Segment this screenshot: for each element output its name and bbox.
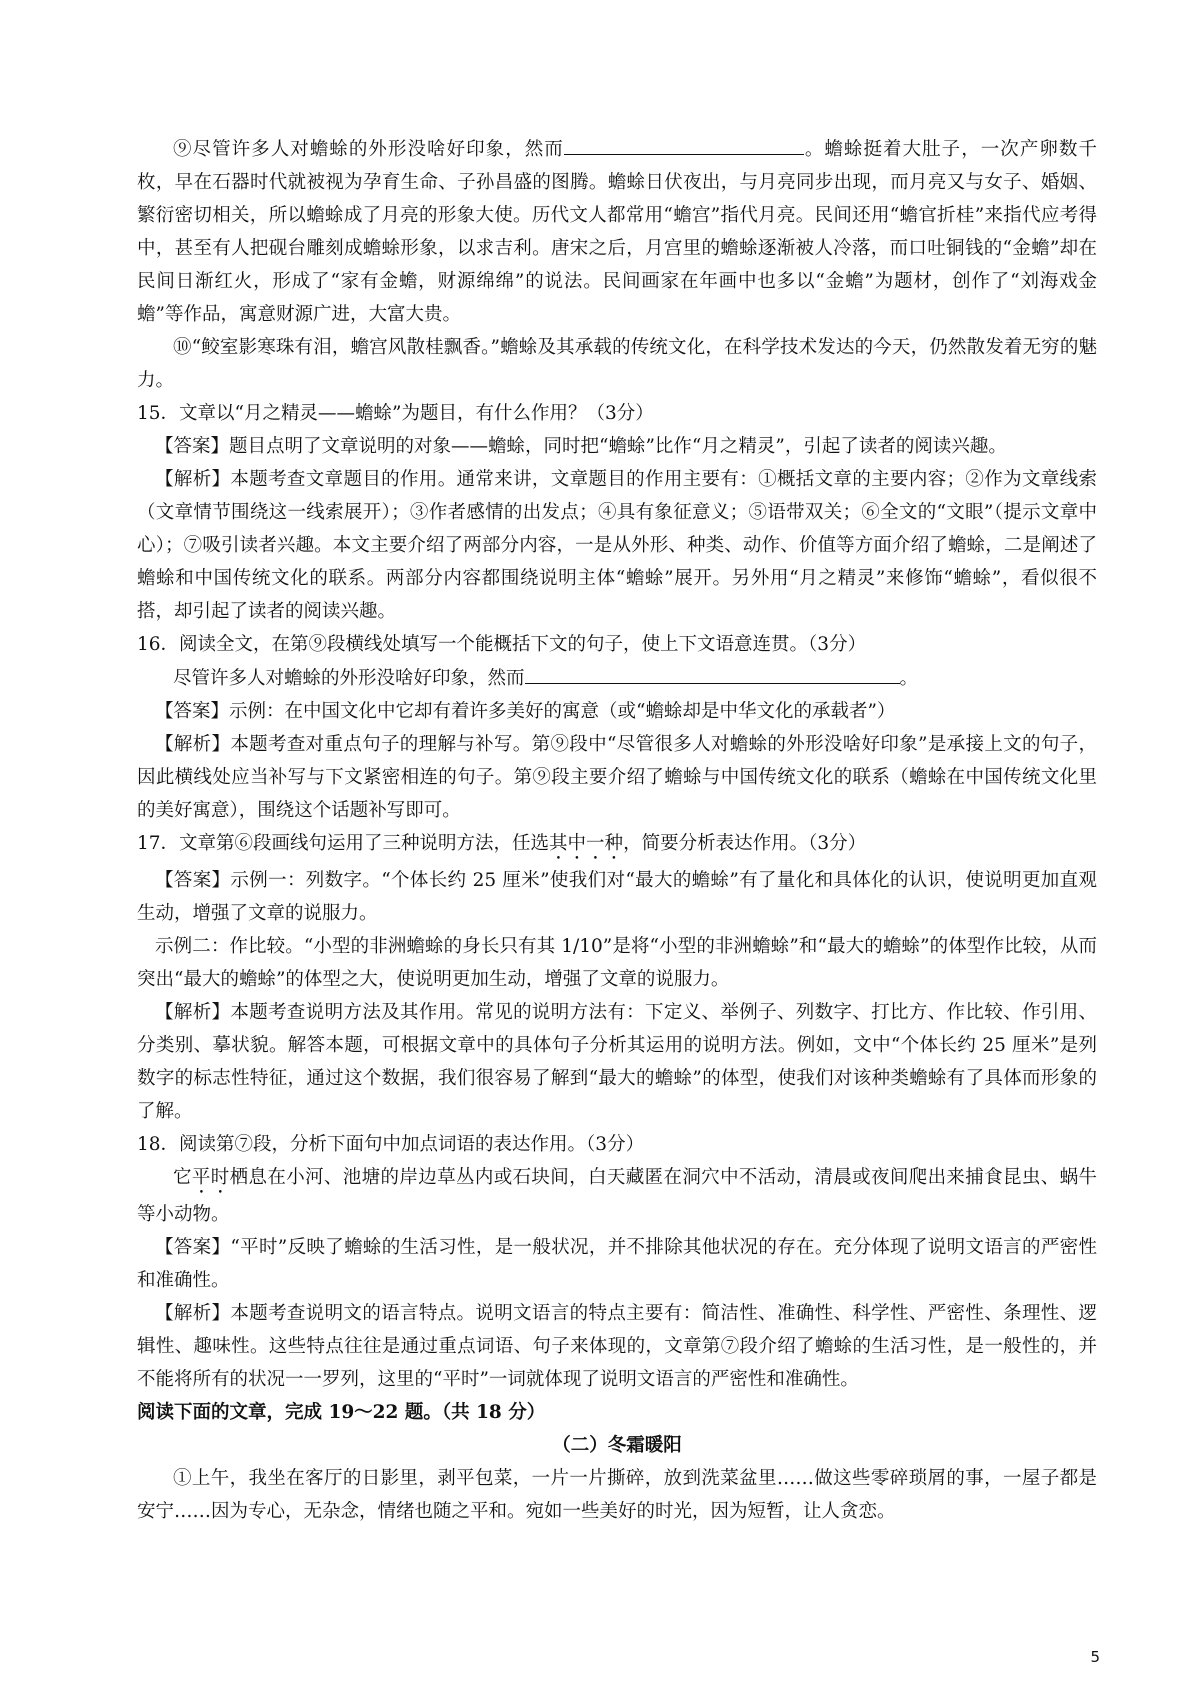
- quote-text-b: 栖息在小河、池塘的岸边草丛内或石块间，白天藏匿在洞穴中不活动，清晨或夜间爬出来捕食昆虫、蜗牛等小动物。: [137, 1167, 1097, 1225]
- answer-17-example-2: 示例二：作比较。“小型的非洲蟾蜍的身长只有其 1/10”是将“小型的非洲蟾蜍”和“最大的蟾蜍”的体型作比较，从而突出“最大的蟾蜍”的体型之大，使说明更加生动，增强了文章的说服力。: [137, 936, 1097, 990]
- analysis-17: 【解析】本题考查说明方法及其作用。常见的说明方法有：下定义、举例子、列数字、打比方、作比较、作引用、分类别、摹状貌。解答本题，可根据文章中的具体句子分析其运用的说明方法。例如，文中“个体长约 25 厘米”是列数字的标志性特征，通过这个数据，我们很容易了解到“最大的蟾蜍”的体型，使我们对该种类蟾蜍有了具体而形象的了解。: [137, 1002, 1097, 1122]
- answer-17: 【答案】示例一：列数字。“个体长约 25 厘米”使我们对“最大的蟾蜍”有了量化和具体化的认识，使说明更加直观生动，增强了文章的说服力。: [137, 870, 1097, 924]
- answer-15: 【答案】题目点明了文章说明的对象——蟾蜍，同时把“蟾蜍”比作“月之精灵”，引起了读者的阅读兴趣。: [155, 436, 1007, 457]
- question-16: 16．阅读全文，在第⑨段横线处填写一个能概括下文的句子，使上下文语意连贯。（3分）: [137, 634, 867, 655]
- emphasis-dotted-text: 平时: [191, 1167, 230, 1188]
- analysis-15: 【解析】本题考查文章题目的作用。通常来讲，文章题目的作用主要有：①概括文章的主要内容；②作为文章线索（文章情节围绕这一线索展开）；③作者感情的出发点；④具有象征意义；⑤语带双关；⑥全文的“文眼”（提示文章中心）；⑦吸引读者兴趣。本文主要介绍了两部分内容，一是从外形、种类、动作、价值等方面介绍了蟾蜍，二是阐述了蟾蜍和中国传统文化的联系。两部分内容都围绕说明主体“蟾蜍”展开。另外用“月之精灵”来修饰“蟾蜍”，看似很不搭，却引起了读者的阅读兴趣。: [137, 469, 1097, 622]
- analysis-18: 【解析】本题考查说明文的语言特点。说明文语言的特点主要有：简洁性、准确性、科学性、严密性、条理性、逻辑性、趣味性。这些特点往往是通过重点词语、句子来体现的，文章第⑦段介绍了蟾蜍的生活习性，是一般性的，并不能将所有的状况一一罗列，这里的“平时”一词就体现了说明文语言的严密性和准确性。: [137, 1303, 1097, 1390]
- paragraph-9-start: ⑨尽管许多人对蟾蜍的外形没啥好印象，然而: [173, 139, 564, 160]
- blank-sentence-end: 。: [899, 668, 919, 689]
- paragraph-9-rest: 。蟾蜍挺着大肚子，一次产卵数千枚，早在石器时代就被视为孕育生命、子孙昌盛的图腾。蟾蜍日伏夜出，与月亮同步出现，而月亮又与女子、婚姻、繁衍密切相关，所以蟾蜍成了月亮的形象大使。历代文人都常用“蟾宫”指代月亮。民间还用“蟾官折桂”来指代应考得中，甚至有人把砚台雕刻成蟾蜍形象，以求吉利。唐宋之后，月宫里的蟾蜍逐渐被人冷落，而口吐铜钱的“金蟾”却在民间日渐红火，形成了“家有金蟾，财源绵绵”的说法。民间画家在年画中也多以“金蟾”为题材，创作了“刘海戏金蟾”等作品，寓意财源广进，大富大贵。: [137, 139, 1097, 325]
- question-18-quote: [137, 1161, 1097, 1231]
- question-15: 15．文章以“月之精灵——蟾蜍”为题目，有什么作用？（3分）: [137, 403, 654, 424]
- question-16-blank-sentence: [137, 661, 1097, 695]
- question-17-text-b: ，简要分析表达作用。（3分）: [623, 833, 867, 854]
- quote-text-a: 它: [173, 1167, 192, 1188]
- question-17: [137, 827, 1097, 864]
- answer-18: 【答案】“平时”反映了蟾蜍的生活习性，是一般状况，并不排除其他状况的存在。充分体现了说明文语言的严密性和准确性。: [137, 1237, 1097, 1291]
- paragraph-10: ⑩“鲛室影寒珠有泪，蟾宫风散桂飘香。”蟾蜍及其承载的传统文化，在科学技术发达的今天，仍然散发着无穷的魅力。: [137, 337, 1097, 391]
- section-instruction: 阅读下面的文章，完成 19～22 题。（共 18 分）: [137, 1402, 546, 1423]
- article-paragraph-1: ①上午，我坐在客厅的日影里，剥平包菜，一片一片撕碎，放到洗菜盆里……做这些零碎琐屑的事，一屋子都是安宁……因为专心，无杂念，情绪也随之平和。宛如一些美好的时光，因为短暂，让人贪恋。: [137, 1468, 1097, 1522]
- analysis-16: 【解析】本题考查对重点句子的理解与补写。第⑨段中“尽管很多人对蟾蜍的外形没啥好印象”是承接上文的句子，因此横线处应当补写与下文紧密相连的句子。第⑨段主要介绍了蟾蜍与中国传统文化的联系（蟾蜍在中国传统文化里的美好寓意），围绕这个话题补写即可。: [137, 734, 1097, 821]
- answer-16: 【答案】示例：在中国文化中它却有着许多美好的寓意（或“蟾蜍却是中华文化的承载者”）: [155, 701, 896, 722]
- fill-blank-line: [525, 661, 900, 684]
- article-title: （二）冬霜暖阳: [552, 1435, 682, 1456]
- question-18: 18．阅读第⑦段，分析下面句中加点词语的表达作用。（3分）: [137, 1134, 645, 1155]
- document-body: [137, 132, 1097, 1528]
- blank-sentence-text: 尽管许多人对蟾蜍的外形没啥好印象，然而: [173, 668, 525, 689]
- fill-blank-line: [564, 132, 804, 155]
- page-number: 5: [1090, 1648, 1100, 1666]
- emphasis-dotted-text: 其中一种: [549, 833, 624, 854]
- question-17-text-a: 17．文章第⑥段画线句运用了三种说明方法，任选: [137, 833, 550, 854]
- paragraph-9: [137, 132, 1097, 331]
